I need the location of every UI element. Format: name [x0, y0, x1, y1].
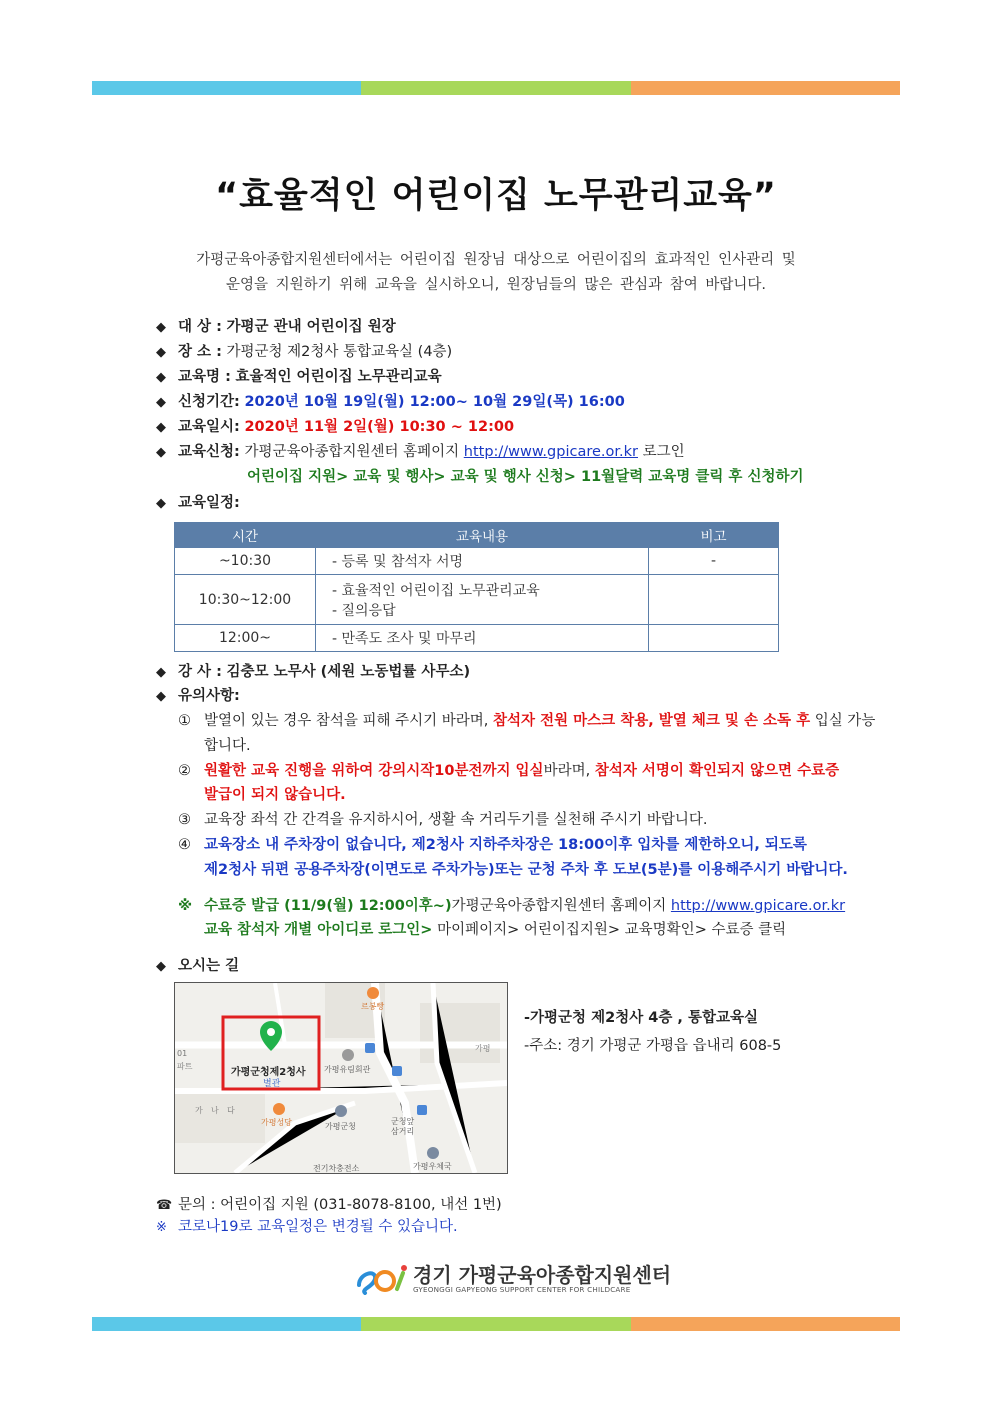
note-1-cont: 합니다.: [204, 738, 251, 754]
directions-place: -가평군청 제2청사 4층 , 통합교육실: [524, 1010, 758, 1026]
diamond-bullet-icon: ◆: [156, 420, 166, 435]
contact-line: [156, 1193, 502, 1214]
diamond-bullet-icon: ◆: [156, 395, 166, 410]
item-directions: [156, 954, 239, 975]
item-target: [156, 315, 396, 336]
row-content: - 효율적인 어린이집 노무관리교육 - 질의응답: [316, 575, 649, 625]
document-title: “효율적인 어린이집 노무관리교육”: [215, 176, 777, 216]
apply-url-link[interactable]: http://www.gpicare.or.kr: [463, 444, 638, 460]
map-label: 가평성당: [261, 1118, 292, 1127]
top-color-bar: [92, 81, 900, 95]
map-label: 가평군청: [325, 1122, 356, 1131]
row-time: 12:00~: [175, 625, 316, 652]
row-time: 10:30~12:00: [175, 575, 316, 625]
instructor-label: 강 사 :: [178, 664, 222, 680]
location-map[interactable]: [174, 982, 508, 1174]
map-label: 전기차충전소: [313, 1164, 360, 1173]
center-logo-icon: [355, 1263, 409, 1295]
col-time-header: 시간: [175, 523, 316, 548]
map-label: 가: [195, 1106, 203, 1115]
intro-line-2: 운영을 지원하기 위해 교육을 실시하오니, 원장님들의 많은 관심과 참여 바랍니다.: [226, 277, 766, 293]
note-3: ③ 교육장 좌석 간 간격을 유지하시어, 생활 속 거리두기를 실천해 주시기 바랍니다.: [178, 812, 708, 828]
center-logo-name: 경기 가평군육아종합지원센터: [413, 1262, 672, 1287]
row-note: -: [649, 548, 779, 575]
map-label: 가평: [475, 1044, 491, 1053]
note-1: ① 발열이 있는 경우 참석을 피해 주시기 바라며, 참석자 전원 마스크 착용, 발열 체크 및 손 소독 후 입실 가능: [178, 713, 876, 729]
note-4-cont: 제2청사 뒤편 공용주차장(이면도로 주차가능)또는 군청 주차 후 도보(5분)를 이용해주시기 바랍니다.: [204, 862, 848, 878]
row-content: - 만족도 조사 및 마무리: [316, 625, 649, 652]
diamond-bullet-icon: ◆: [156, 496, 166, 511]
item-notes: [156, 684, 240, 705]
directions-label: 오시는 길: [178, 958, 240, 974]
item-apply-period: [156, 390, 625, 411]
map-label: 가평유림회관: [324, 1065, 371, 1074]
map-graphic: [175, 983, 507, 1173]
apply-value: 가평군육아종합지원센터 홈페이지: [244, 444, 460, 460]
item-date: [156, 415, 514, 436]
map-label: 나: [211, 1106, 219, 1115]
cert-url-link[interactable]: http://www.gpicare.or.kr: [670, 898, 846, 914]
col-content-header: 교육내용: [316, 523, 649, 548]
instructor-value: 김충모 노무사 (세원 노동법률 사무소): [226, 664, 471, 680]
map-label: 다: [227, 1106, 235, 1115]
table-header-row: [175, 523, 779, 548]
note-2: ② 원활한 교육 진행을 위하여 강의시작10분전까지 입실바라며, 참석자 서명이 확인되지 않으면 수료증: [178, 763, 840, 779]
phone-icon: ☎: [156, 1198, 173, 1213]
note-2-cont: 발급이 되지 않습니다.: [204, 787, 346, 803]
center-logo: [355, 1262, 671, 1296]
diamond-bullet-icon: ◆: [156, 665, 166, 680]
diamond-bullet-icon: ◆: [156, 689, 166, 704]
covid-line: ※ 코로나19로 교육일정은 변경될 수 있습니다.: [156, 1219, 458, 1235]
row-note: [649, 575, 779, 625]
map-label: 파트: [177, 1062, 193, 1071]
target-label: 대 상 :: [178, 319, 222, 335]
item-instructor: [156, 660, 470, 681]
date-label: 교육일시:: [178, 419, 240, 435]
item-schedule: [156, 491, 240, 512]
place-label: 장 소 :: [178, 344, 222, 360]
place-value: 가평군청 제2청사 통합교육실 (4층): [226, 344, 453, 360]
col-note-header: 비고: [649, 523, 779, 548]
row-note: [649, 625, 779, 652]
note-4: ④ 교육장소 내 주차장이 없습니다, 제2청사 지하주차장은 18:00이후 입차를 제한하오니, 되도록: [178, 837, 807, 853]
table-row: [175, 625, 779, 652]
item-place: [156, 340, 452, 361]
apply-path: 어린이집 지원> 교육 및 행사> 교육 및 행사 신청> 11월달력 교육명 클릭 후 신청하기: [247, 469, 804, 485]
diamond-bullet-icon: ◆: [156, 320, 166, 335]
contact-text: 문의 : 어린이집 지원 (031-8078-8100, 내선 1번): [178, 1197, 502, 1213]
map-marker-label: 가평군청제2청사: [231, 1067, 306, 1078]
center-logo-subtitle: GYEONGGI GAPYEONG SUPPORT CENTER FOR CHILDCARE: [413, 1284, 631, 1294]
map-marker-sub: 별관: [263, 1079, 281, 1089]
row-content: - 등록 및 참석자 서명: [316, 548, 649, 575]
course-value: 효율적인 어린이집 노무관리교육: [235, 369, 442, 385]
map-label: 군청앞 삼거리: [391, 1117, 415, 1136]
table-row: [175, 575, 779, 625]
course-label: 교육명 :: [178, 369, 231, 385]
row-time: ~10:30: [175, 548, 316, 575]
diamond-bullet-icon: ◆: [156, 445, 166, 460]
apply-period-value: 2020년 10월 19일(월) 12:00~ 10월 29일(목) 16:00: [244, 394, 625, 410]
schedule-table: [174, 522, 779, 652]
notes-label: 유의사항:: [178, 688, 240, 704]
map-label: 가평우체국: [413, 1162, 452, 1171]
intro-line-1: 가평군육아종합지원센터에서는 어린이집 원장님 대상으로 어린이집의 효과적인 인사관리 및: [196, 252, 796, 268]
apply-label: 교육신청:: [178, 444, 240, 460]
diamond-bullet-icon: ◆: [156, 959, 166, 974]
schedule-label: 교육일정:: [178, 495, 240, 511]
cert-note: ※ 수료증 발급 (11/9(월) 12:00이후~)가평군육아종합지원센터 홈페이지 http://www.gpicare.or.kr: [178, 898, 846, 914]
map-label: 르봉빵: [361, 1002, 385, 1011]
diamond-bullet-icon: ◆: [156, 370, 166, 385]
apply-period-label: 신청기간:: [178, 394, 240, 410]
date-value: 2020년 11월 2일(월) 10:30 ~ 12:00: [244, 419, 515, 435]
bottom-color-bar: [92, 1317, 900, 1331]
cert-note-cont: 교육 참석자 개별 아이디로 로그인> 마이페이지> 어린이집지원> 교육명확인> 수료증 클릭: [204, 922, 787, 938]
diamond-bullet-icon: ◆: [156, 345, 166, 360]
table-row: [175, 548, 779, 575]
item-course: [156, 365, 442, 386]
directions-address: -주소: 경기 가평군 가평읍 읍내리 608-5: [524, 1038, 782, 1054]
apply-login: 로그인: [642, 444, 685, 460]
map-label: 01: [177, 1049, 188, 1058]
covid-text: 코로나19로 교육일정은 변경될 수 있습니다.: [178, 1219, 458, 1235]
target-value: 가평군 관내 어린이집 원장: [226, 319, 396, 335]
item-apply: [156, 440, 685, 461]
